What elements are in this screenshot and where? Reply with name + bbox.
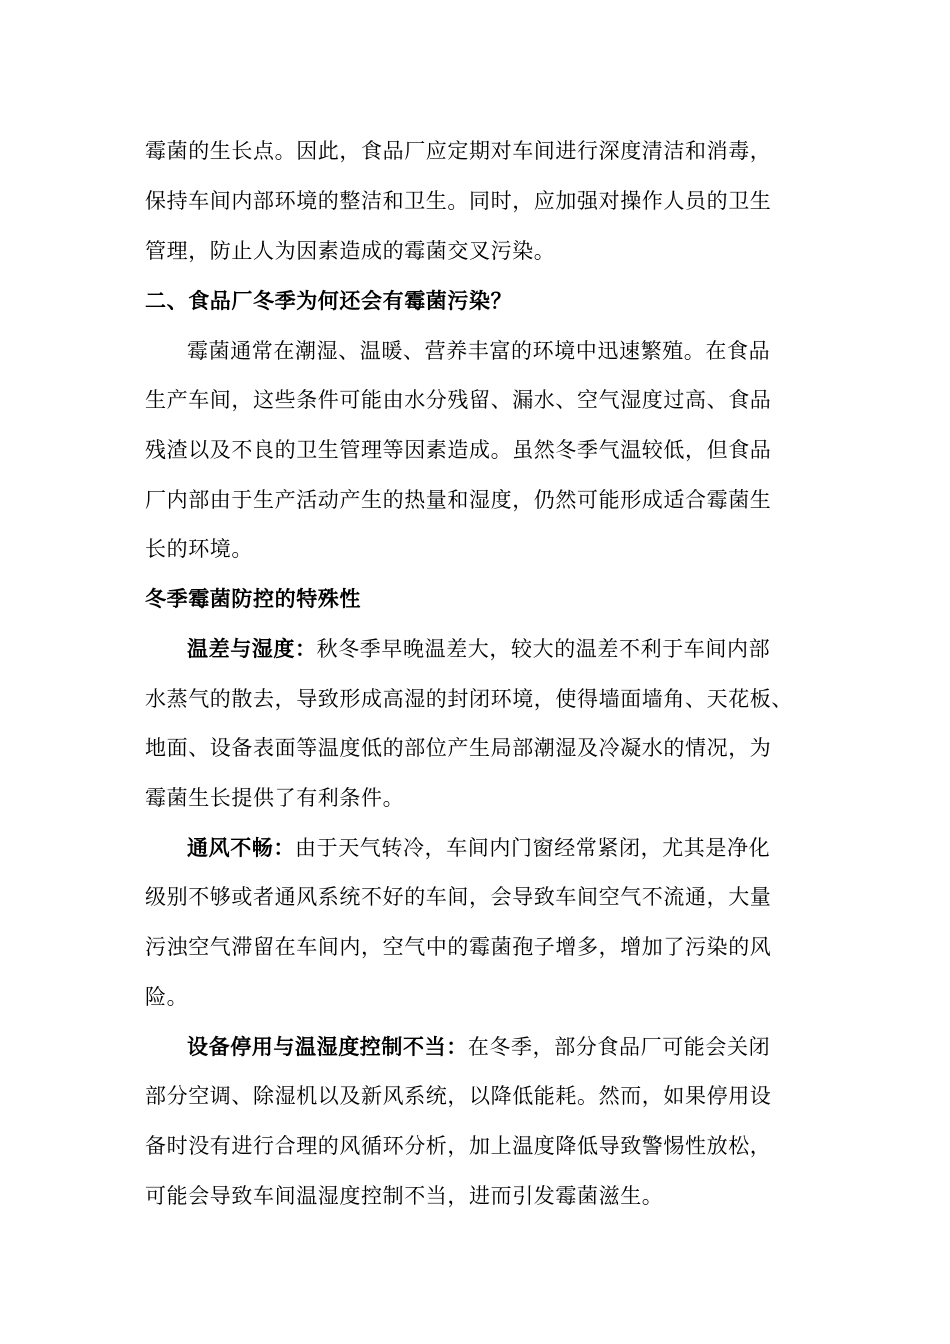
term-temp-humidity: 温差与湿度： bbox=[187, 637, 317, 661]
paragraph-line: 霉菌的生长点。因此，食品厂应定期对车间进行深度清洁和消毒， bbox=[145, 139, 772, 163]
paragraph-text: 由于天气转冷，车间内门窗经常紧闭，尤其是净化 bbox=[295, 836, 771, 860]
paragraph-line: 生产车间，这些条件可能由水分残留、漏水、空气湿度过高、食品 bbox=[145, 388, 772, 412]
paragraph-line: 可能会导致车间温湿度控制不当，进而引发霉菌滋生。 bbox=[145, 1184, 664, 1208]
paragraph-line: 保持车间内部环境的整洁和卫生。同时，应加强对操作人员的卫生 bbox=[145, 189, 772, 213]
paragraph-line bbox=[187, 833, 770, 863]
paragraph-line: 级别不够或者通风系统不好的车间，会导致车间空气不流通，大量 bbox=[145, 885, 772, 909]
paragraph-line bbox=[187, 1032, 770, 1062]
paragraph-line: 霉菌通常在潮湿、温暖、营养丰富的环境中迅速繁殖。在食品 bbox=[187, 339, 771, 363]
paragraph-text: 秋冬季早晚温差大，较大的温差不利于车间内部 bbox=[316, 637, 771, 661]
paragraph-text: 在冬季，部分食品厂可能会关闭 bbox=[467, 1035, 771, 1059]
paragraph-line: 残渣以及不良的卫生管理等因素造成。虽然冬季气温较低，但食品 bbox=[145, 438, 772, 462]
term-ventilation: 通风不畅： bbox=[187, 836, 295, 860]
term-equipment: 设备停用与温湿度控制不当： bbox=[187, 1035, 468, 1059]
paragraph-line: 长的环境。 bbox=[145, 537, 253, 561]
paragraph-line: 管理，防止人为因素造成的霉菌交叉污染。 bbox=[145, 239, 556, 263]
paragraph-line: 备时没有进行合理的风循环分析，加上温度降低导致警惕性放松， bbox=[145, 1134, 772, 1158]
section-heading: 二、食品厂冬季为何还会有霉菌污染？ bbox=[145, 289, 513, 313]
paragraph-line bbox=[187, 634, 770, 664]
paragraph-line: 地面、设备表面等温度低的部位产生局部潮湿及冷凝水的情况，为 bbox=[145, 736, 772, 760]
paragraph-line: 险。 bbox=[145, 985, 189, 1009]
paragraph-line: 霉菌生长提供了有利条件。 bbox=[145, 786, 405, 810]
subsection-heading: 冬季霉菌防控的特殊性 bbox=[145, 587, 361, 611]
paragraph-line: 部分空调、除湿机以及新风系统，以降低能耗。然而，如果停用设 bbox=[145, 1084, 772, 1108]
paragraph-line: 厂内部由于生产活动产生的热量和湿度，仍然可能形成适合霉菌生 bbox=[145, 488, 772, 512]
paragraph-line: 水蒸气的散去，导致形成高湿的封闭环境，使得墙面墙角、天花板、 bbox=[145, 687, 793, 711]
paragraph-line: 污浊空气滞留在车间内，空气中的霉菌孢子增多，增加了污染的风 bbox=[145, 935, 772, 959]
